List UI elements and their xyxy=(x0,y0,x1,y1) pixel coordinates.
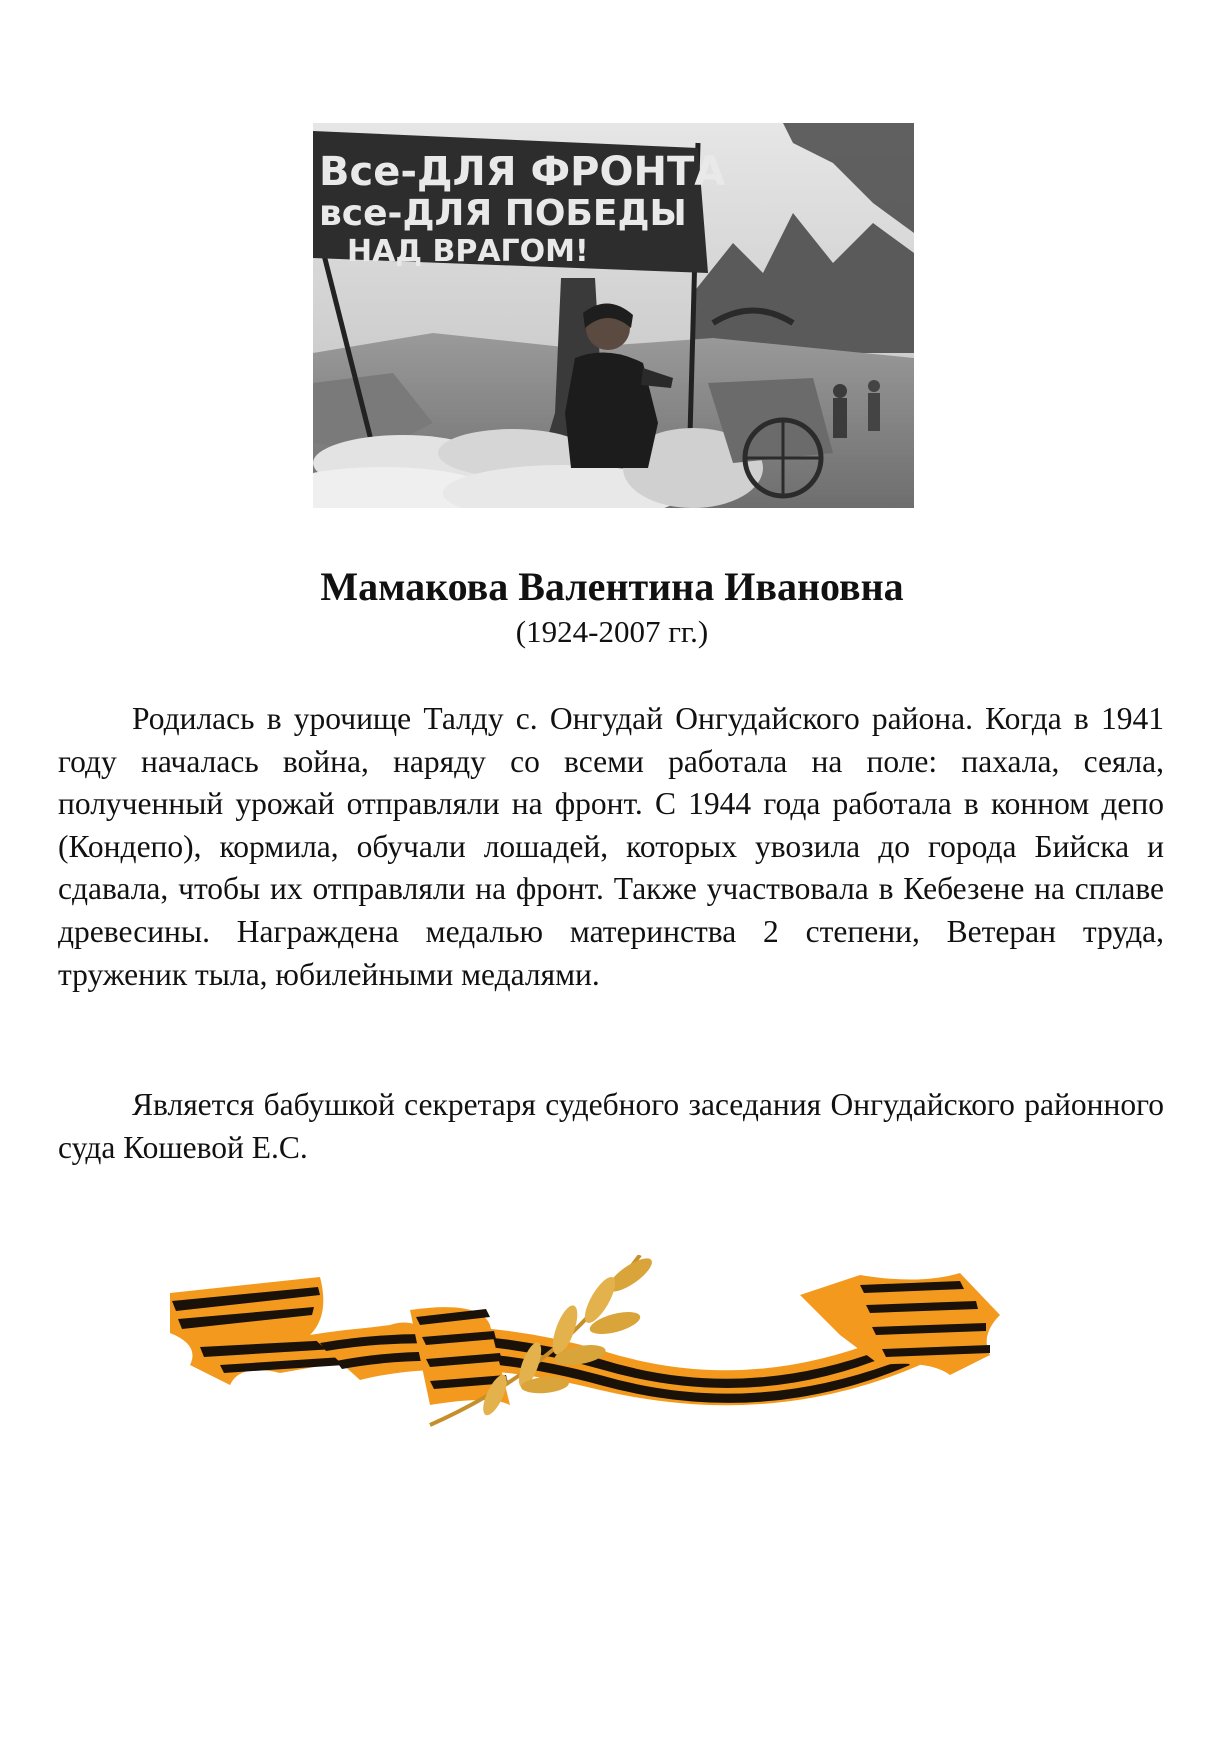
banner-line-2: все-ДЛЯ ПОБЕДЫ xyxy=(319,193,687,234)
person-name: Мамакова Валентина Ивановна xyxy=(320,564,904,609)
relation-paragraph: Является бабушкой секретаря судебного заседания Онгудайского районного суда Кошевой Е.С. xyxy=(58,1087,1164,1165)
banner-line-3: НАД ВРАГОМ! xyxy=(347,234,589,269)
biography-paragraph: Родилась в урочище Талду с. Онгудай Онгудайского района. Когда в 1941 году началась война, наряду со всеми работала на поле: пахала, сеяла, полученный урожай отправляли на фронт. С 1944 года работала в конном депо (Кондепо), кормила, обучали лошадей, которых увозила до города Бийска и сдавала, чтобы их отправляли на фронт. Также участвовала в Кебезене на сплаве древесины. Награждена медалью материнства 2 степени, Ветеран труда, труженик тыла, юбилейными медалями. xyxy=(58,701,1164,992)
banner-line-1: Все-ДЛЯ ФРОНТА xyxy=(319,149,726,195)
historical-photo xyxy=(313,123,914,508)
person-years: (1924-2007 гг.) xyxy=(515,614,709,649)
st-george-ribbon-image xyxy=(160,1255,1060,1435)
